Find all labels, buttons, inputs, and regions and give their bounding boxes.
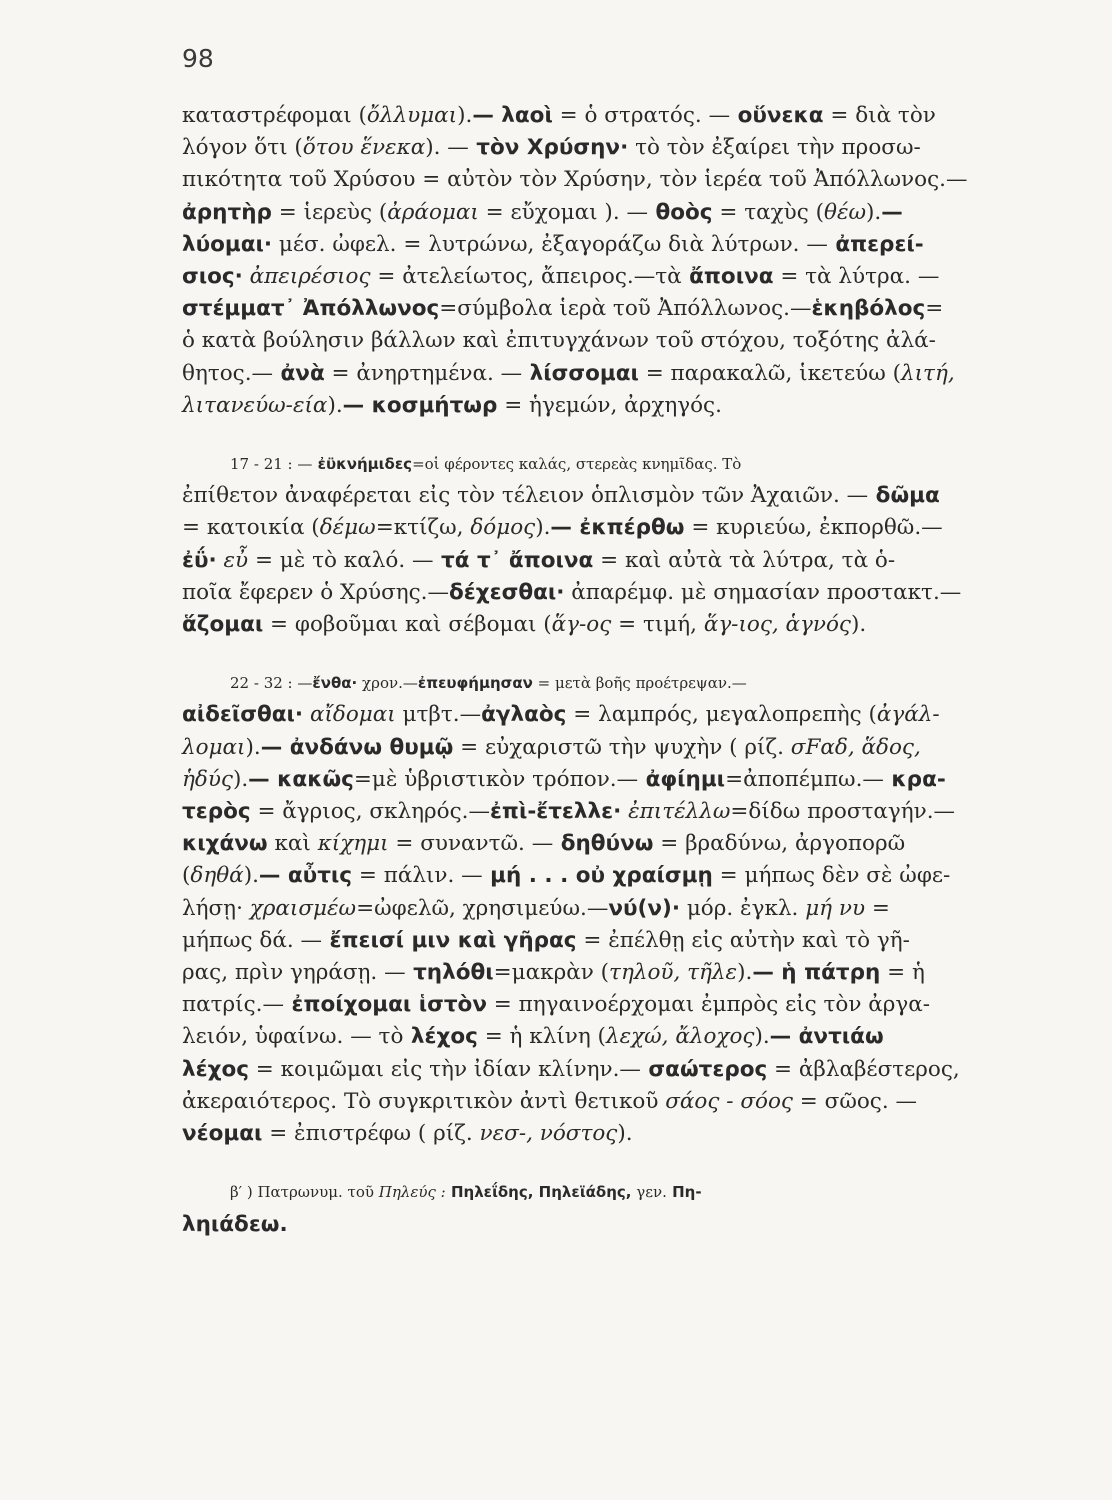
gloss-text: ). —	[425, 135, 469, 161]
gloss-text: = ἐπέλθῃ εἰς αὐτὴν καὶ τὸ γῆ-	[576, 927, 910, 953]
lemma-term: λέχος	[182, 1056, 249, 1082]
lemma-term: ἔπεισί μιν καὶ γῆρας	[322, 927, 577, 953]
lemma-term: αἰδεῖσθαι·	[182, 702, 304, 728]
text-line	[182, 764, 1072, 796]
lemma-term: — κοσμήτωρ	[342, 392, 498, 418]
gloss-text: καταστρέφομαι (	[182, 103, 367, 128]
italic-form: κίχημι	[317, 831, 389, 857]
lemma-term: θοὸς	[648, 199, 713, 225]
italic-form: λιτή,	[901, 360, 955, 386]
gloss-text: ἐπίθετον ἀναφέρεται εἰς τὸν τέλειον ὁπλισμὸν τῶν Ἀχαιῶν. —	[182, 483, 869, 509]
text-line	[182, 1209, 1072, 1241]
lemma-term: λίσσομαι	[522, 360, 639, 386]
gloss-text	[217, 548, 224, 573]
text-line	[182, 448, 1072, 480]
gloss-text: ποῖα ἔφερεν ὁ Χρύσης.—	[182, 579, 449, 605]
gloss-text: πικότητα τοῦ Χρύσου = αὐτὸν τὸν Χρύσην, τὸν ἱερέα τοῦ Ἀπόλλωνος.—	[182, 167, 968, 193]
gloss-text: ἀπαρέμφ. μὲ σημασίαν προστακτ.—	[564, 579, 962, 605]
italic-form: ἡδύς	[182, 766, 233, 792]
gloss-text: ).	[754, 1024, 770, 1050]
italic-form: ἀπειρέσιος	[249, 264, 371, 290]
gloss-text: = κοιμῶμαι εἰς τὴν ἰδίαν κλίνην.—	[248, 1056, 641, 1082]
paragraph-vocab-1-16	[182, 100, 1072, 422]
text-line	[182, 732, 1072, 764]
text-line	[182, 989, 1072, 1021]
lemma-term: ἐπευφήμησαν	[417, 674, 533, 693]
lemma-term: δηθύνω	[553, 831, 654, 857]
gloss-text: β′ ) Πατρωνυμ. τοῦ	[230, 1183, 379, 1202]
lemma-term: μή . . . οὐ χραίσμῃ	[482, 863, 713, 889]
text-line	[182, 667, 1072, 699]
gloss-text: = μετὰ βοῆς προέτρεψαν.—	[532, 674, 747, 693]
lemma-term: — κακῶς	[248, 766, 354, 792]
lemma-term: λύομαι·	[182, 231, 273, 257]
gloss-text: ).	[243, 863, 259, 889]
lemma-term: — λαοὶ	[472, 103, 553, 128]
text-line	[182, 925, 1072, 957]
lemma-term: — αὖτις	[258, 863, 353, 889]
lemma-term: οὕνεκα	[730, 103, 824, 128]
lemma-term: κρα-	[883, 766, 946, 792]
gloss-text: =μὲ ὑβριστικὸν τρόπον.—	[353, 766, 639, 792]
italic-form: σFαδ, ἅδος,	[790, 734, 921, 760]
gloss-text: = μήπως δὲν σὲ ὠφε-	[712, 863, 951, 889]
text-line	[182, 860, 1072, 892]
lemma-term: λέχος	[403, 1024, 478, 1050]
gloss-text: = ἀτελείωτος, ἄπειρος.—τὰ	[370, 264, 682, 290]
gloss-text: =	[925, 296, 944, 322]
gloss-text: μέσ. ὠφελ. = λυτρώνω, ἐξαγοράζω διὰ λύτρων. —	[272, 231, 828, 257]
lemma-term: στέμματ᾽ Ἀπόλλωνος	[182, 296, 440, 322]
italic-form: ὅτου ἕνεκα	[302, 135, 426, 161]
gloss-text: = εὔχομαι ). —	[478, 199, 648, 225]
gloss-text: = ἀβλαβέστερος,	[767, 1056, 960, 1082]
gloss-text: ἀκεραιότερος. Τὸ συγκριτικὸν ἀντὶ θετικοῦ	[182, 1088, 666, 1114]
lemma-term: — ἐκπέρθω	[550, 515, 685, 541]
gloss-text: (	[182, 863, 191, 889]
lemma-term: ἀνὰ	[273, 360, 325, 386]
italic-form: ἅγ-ιος, ἁγνός	[703, 612, 851, 638]
lemma-term: τά τ᾽ ἄποινα	[433, 547, 594, 573]
italic-form: νεσ-, νόστος	[479, 1121, 618, 1147]
text-line	[182, 1176, 1072, 1208]
gloss-text: 22 - 32 : —	[230, 674, 313, 693]
text-line	[182, 957, 1072, 989]
gloss-text: ).	[535, 515, 551, 541]
text-line	[182, 480, 1072, 512]
italic-form: σάος - σόος	[665, 1088, 793, 1114]
gloss-text: = ἱερεὺς (	[271, 199, 388, 225]
lemma-term: τὸν Χρύσην·	[468, 135, 629, 161]
text-line	[182, 512, 1072, 544]
gloss-text: ).	[327, 392, 343, 418]
gloss-text: ὁ κατὰ βούλησιν βάλλων καὶ ἐπιτυγχάνων τοῦ στόχου, τοξότης ἀλά-	[182, 328, 936, 354]
lemma-term: νέομαι	[182, 1121, 263, 1147]
text-line	[182, 609, 1072, 641]
lemma-term: Πη-	[666, 1183, 702, 1202]
gloss-text: = φοβοῦμαι καὶ σέβομαι (	[263, 612, 552, 638]
gloss-text: = κυριεύω, ἐκπορθῶ.—	[684, 515, 943, 541]
lemma-term: τηλόθι	[405, 960, 494, 986]
gloss-text: ).	[232, 766, 249, 792]
gloss-text: θητος.—	[182, 360, 274, 386]
gloss-text: = ἄγριος, σκληρός.—	[250, 799, 490, 825]
gloss-text: = ὁ στρατός. —	[552, 103, 731, 128]
text-line	[182, 828, 1072, 860]
gloss-text: ).	[617, 1121, 633, 1147]
lemma-term: ἐϋκνήμιδες	[312, 455, 413, 474]
gloss-text	[303, 702, 310, 727]
text-line	[182, 545, 1072, 577]
gloss-text: 17 - 21 : —	[230, 455, 313, 474]
lemma-term: Πηλεΐδης, Πηλεϊάδης,	[445, 1183, 632, 1202]
gloss-text: τὸ τὸν ἐξαίρει τὴν προσω-	[628, 135, 921, 161]
gloss-text: = καὶ αὐτὰ τὰ λύτρα, τὰ ὁ-	[593, 547, 896, 573]
lemma-term: ἑκηβόλος	[811, 296, 926, 322]
gloss-text: = πηγαινοέρχομαι ἐμπρὸς εἰς τὸν ἀργα-	[486, 992, 931, 1018]
text-line	[182, 358, 1072, 390]
italic-form: μή νυ	[805, 895, 866, 921]
lemma-term: ληιάδεω.	[182, 1211, 288, 1237]
italic-form: δηθά	[190, 863, 244, 889]
gloss-text	[243, 264, 250, 289]
gloss-text: χρον.—	[357, 674, 418, 693]
gloss-text: ).	[457, 103, 473, 128]
text-line	[182, 1118, 1072, 1150]
lemma-term: — ἀντιάω	[769, 1024, 884, 1050]
lemma-term: τερὸς	[182, 799, 251, 825]
italic-form: ἀγάλ-	[876, 702, 940, 728]
lemma-term: ἀρητὴρ	[182, 199, 272, 225]
lemma-term: — ἡ πάτρη	[752, 960, 881, 986]
gloss-text: ).	[866, 199, 882, 225]
text-line	[182, 1086, 1072, 1118]
lemma-term: ἀφίημι	[638, 766, 726, 792]
paragraph-vocab-22-32	[182, 667, 1072, 1150]
italic-form: δόμος	[470, 515, 536, 541]
lemma-term: ἀπερεί-	[827, 231, 924, 257]
gloss-text: = ἡ κλίνη (	[477, 1024, 606, 1050]
gloss-text: =σύμβολα ἱερὰ τοῦ Ἀπόλλωνος.—	[439, 296, 812, 322]
text-line	[182, 893, 1072, 925]
text-line	[182, 699, 1072, 731]
gloss-text: =μακρὰν (	[493, 960, 610, 986]
text-line	[182, 197, 1072, 229]
gloss-text: = πάλιν. —	[352, 863, 483, 889]
gloss-text: = παρακαλῶ, ἱκετεύω (	[638, 360, 901, 386]
text-line	[182, 229, 1072, 261]
text-line	[182, 1054, 1072, 1086]
text-line	[182, 293, 1072, 325]
italic-form: ἅγ-ος	[551, 612, 612, 638]
lemma-term: — ἀνδάνω θυμῷ	[260, 734, 454, 760]
gloss-text: = ταχὺς (	[712, 199, 825, 225]
text-line	[182, 796, 1072, 828]
gloss-text: = βραδύνω, ἀργοπορῶ	[653, 831, 906, 857]
gloss-text: =	[865, 895, 890, 921]
lemma-term: ἀγλαὸς	[481, 702, 567, 728]
italic-form: Πηλεύς :	[378, 1183, 446, 1202]
lemma-term: νύ(ν)·	[608, 895, 680, 921]
lemma-term: κιχάνω	[182, 831, 268, 857]
gloss-text: = ἡ	[880, 960, 925, 986]
lemma-term: δῶμα	[868, 483, 940, 509]
paragraph-vocab-17-21	[182, 448, 1072, 641]
text-line	[182, 325, 1072, 357]
text-line	[182, 132, 1072, 164]
gloss-text: = λαμπρός, μεγαλοπρεπὴς (	[566, 702, 877, 728]
gloss-text: γεν.	[631, 1183, 667, 1202]
gloss-text: πατρίς.—	[182, 992, 284, 1018]
lemma-term: ἐΰ·	[182, 547, 217, 573]
italic-form: λεχώ, ἄλοχος	[605, 1024, 755, 1050]
gloss-text: ).	[850, 612, 867, 638]
lemma-term: ἐπὶ-ἔτελλε·	[489, 799, 622, 825]
gloss-text: μήπως δά. —	[182, 927, 323, 953]
gloss-text: = τιμή,	[611, 612, 704, 638]
text-line	[182, 577, 1072, 609]
text-line	[182, 1021, 1072, 1053]
italic-form: λιτανεύω-εία	[182, 392, 328, 418]
italic-form: αἴδομαι	[309, 702, 396, 728]
gloss-text: καὶ	[267, 831, 318, 857]
italic-form: λομαι	[182, 734, 246, 760]
gloss-text: = τὰ λύτρα. —	[773, 264, 940, 290]
gloss-text: = κατοικία (	[182, 515, 320, 541]
italic-form: δέμω	[319, 515, 376, 541]
gloss-text: =ἀποπέμπω.—	[725, 766, 884, 792]
italic-form: θέω	[824, 199, 867, 225]
gloss-text: μόρ. ἐγκλ.	[680, 895, 806, 921]
gloss-text: ρας, πρὶν γηράσῃ. —	[182, 960, 406, 986]
italic-form: τηλοῦ, τῆλε	[609, 960, 738, 986]
lemma-term: δέχεσθαι·	[449, 579, 565, 605]
italic-form: ἀράομαι	[387, 199, 479, 225]
gloss-text: λήσῃ·	[182, 895, 250, 921]
text-line	[182, 261, 1072, 293]
lemma-term: ἅζομαι	[182, 612, 264, 638]
gloss-text: = ἀνηρτημένα. —	[324, 360, 523, 386]
text-line	[182, 100, 1072, 132]
italic-form: ὄλλυμαι	[366, 103, 458, 128]
gloss-text: = συναντῶ. —	[388, 831, 554, 857]
page-number: 98	[182, 44, 214, 73]
italic-form: ἐπιτέλλω	[628, 799, 731, 825]
gloss-text: λειόν, ὑφαίνω. — τὸ	[182, 1024, 404, 1050]
gloss-text: ).	[737, 960, 753, 986]
italic-form: χραισμέω	[249, 895, 357, 921]
gloss-text: = εὐχαριστῶ τὴν ψυχὴν ( ρίζ.	[453, 734, 791, 760]
gloss-text: μτβτ.—	[395, 702, 482, 728]
gloss-text: = ἡγεμών, ἀρχηγός.	[497, 392, 722, 418]
lemma-term: ἔνθα·	[312, 674, 358, 693]
italic-form: εὖ	[223, 547, 249, 573]
lemma-term: σαώτερος	[640, 1056, 768, 1082]
gloss-text: =ὠφελῶ, χρησιμεύω.—	[356, 895, 609, 921]
gloss-text: =οἱ φέροντες καλάς, στερεὰς κνημῖδας. Τὸ	[412, 455, 742, 474]
lemma-term: σιος·	[182, 264, 243, 290]
gloss-text: =δίδω προσταγήν.—	[730, 799, 956, 825]
paragraph-patronymics	[182, 1176, 1072, 1240]
body-text	[182, 100, 1072, 1241]
gloss-text: =κτίζω,	[375, 515, 471, 541]
lemma-term: —	[881, 199, 903, 225]
lemma-term: ἐποίχομαι ἱστὸν	[284, 992, 487, 1018]
gloss-text: = σῶος. —	[792, 1088, 918, 1114]
gloss-text: = μὲ τὸ καλό. —	[248, 547, 434, 573]
text-line	[182, 164, 1072, 196]
gloss-text: λόγον ὅτι (	[182, 135, 303, 161]
gloss-text: = ἐπιστρέφω ( ρίζ.	[262, 1121, 480, 1147]
lemma-term: ἄποινα	[681, 264, 774, 290]
text-line	[182, 390, 1072, 422]
gloss-text: = διὰ τὸν	[823, 103, 936, 128]
gloss-text: ).	[245, 734, 261, 760]
